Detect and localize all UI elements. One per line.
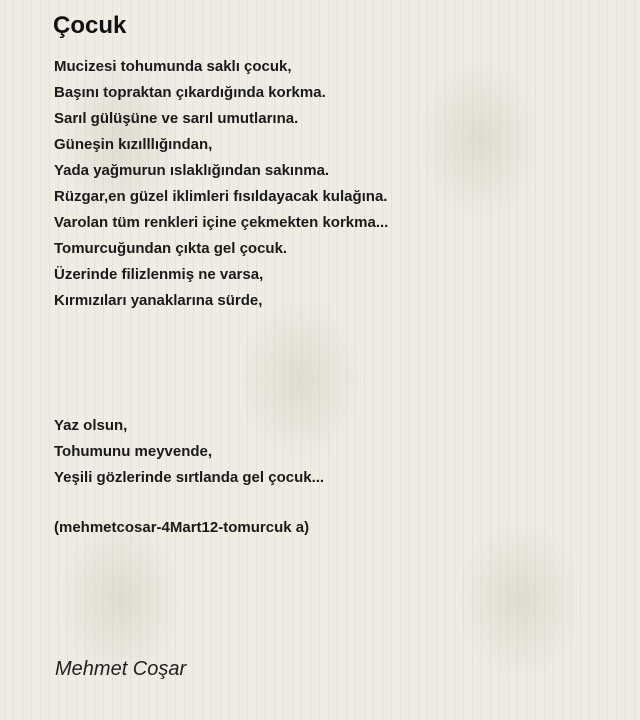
poem-line: Varolan tüm renkleri içine çekmekten korkma...: [54, 214, 389, 231]
poem-author: Mehmet Coşar: [55, 658, 187, 680]
poem-line: Üzerinde filizlenmiş ne varsa,: [54, 266, 264, 283]
poem-line: Yada yağmurun ıslaklığından sakınma.: [54, 162, 330, 179]
poem-line: Mucizesi tohumunda saklı çocuk,: [54, 58, 292, 75]
poem-note: (mehmetcosar-4Mart12-tomurcuk a): [54, 519, 310, 536]
stanza-2: [54, 413, 324, 491]
poem-line: Yeşili gözlerinde sırtlanda gel çocuk...: [54, 469, 325, 486]
poem-line: Yaz olsun,: [54, 417, 128, 434]
poem-line: Rüzgar,en güzel iklimleri fısıldayacak kulağına.: [54, 188, 388, 205]
poem-line: Kırmızıları yanaklarına sürde,: [54, 292, 263, 309]
poem-title: Çocuk: [53, 12, 127, 39]
poem-line: Başını topraktan çıkardığında korkma.: [54, 84, 326, 101]
poem-line: Tomurcuğundan çıkta gel çocuk.: [54, 240, 288, 257]
poem-line: Sarıl gülüşüne ve sarıl umutlarına.: [54, 110, 299, 127]
poem-line: Güneşin kızılllığından,: [54, 136, 213, 153]
stanza-1: [54, 54, 388, 314]
poem-line: Tohumunu meyvende,: [54, 443, 213, 460]
